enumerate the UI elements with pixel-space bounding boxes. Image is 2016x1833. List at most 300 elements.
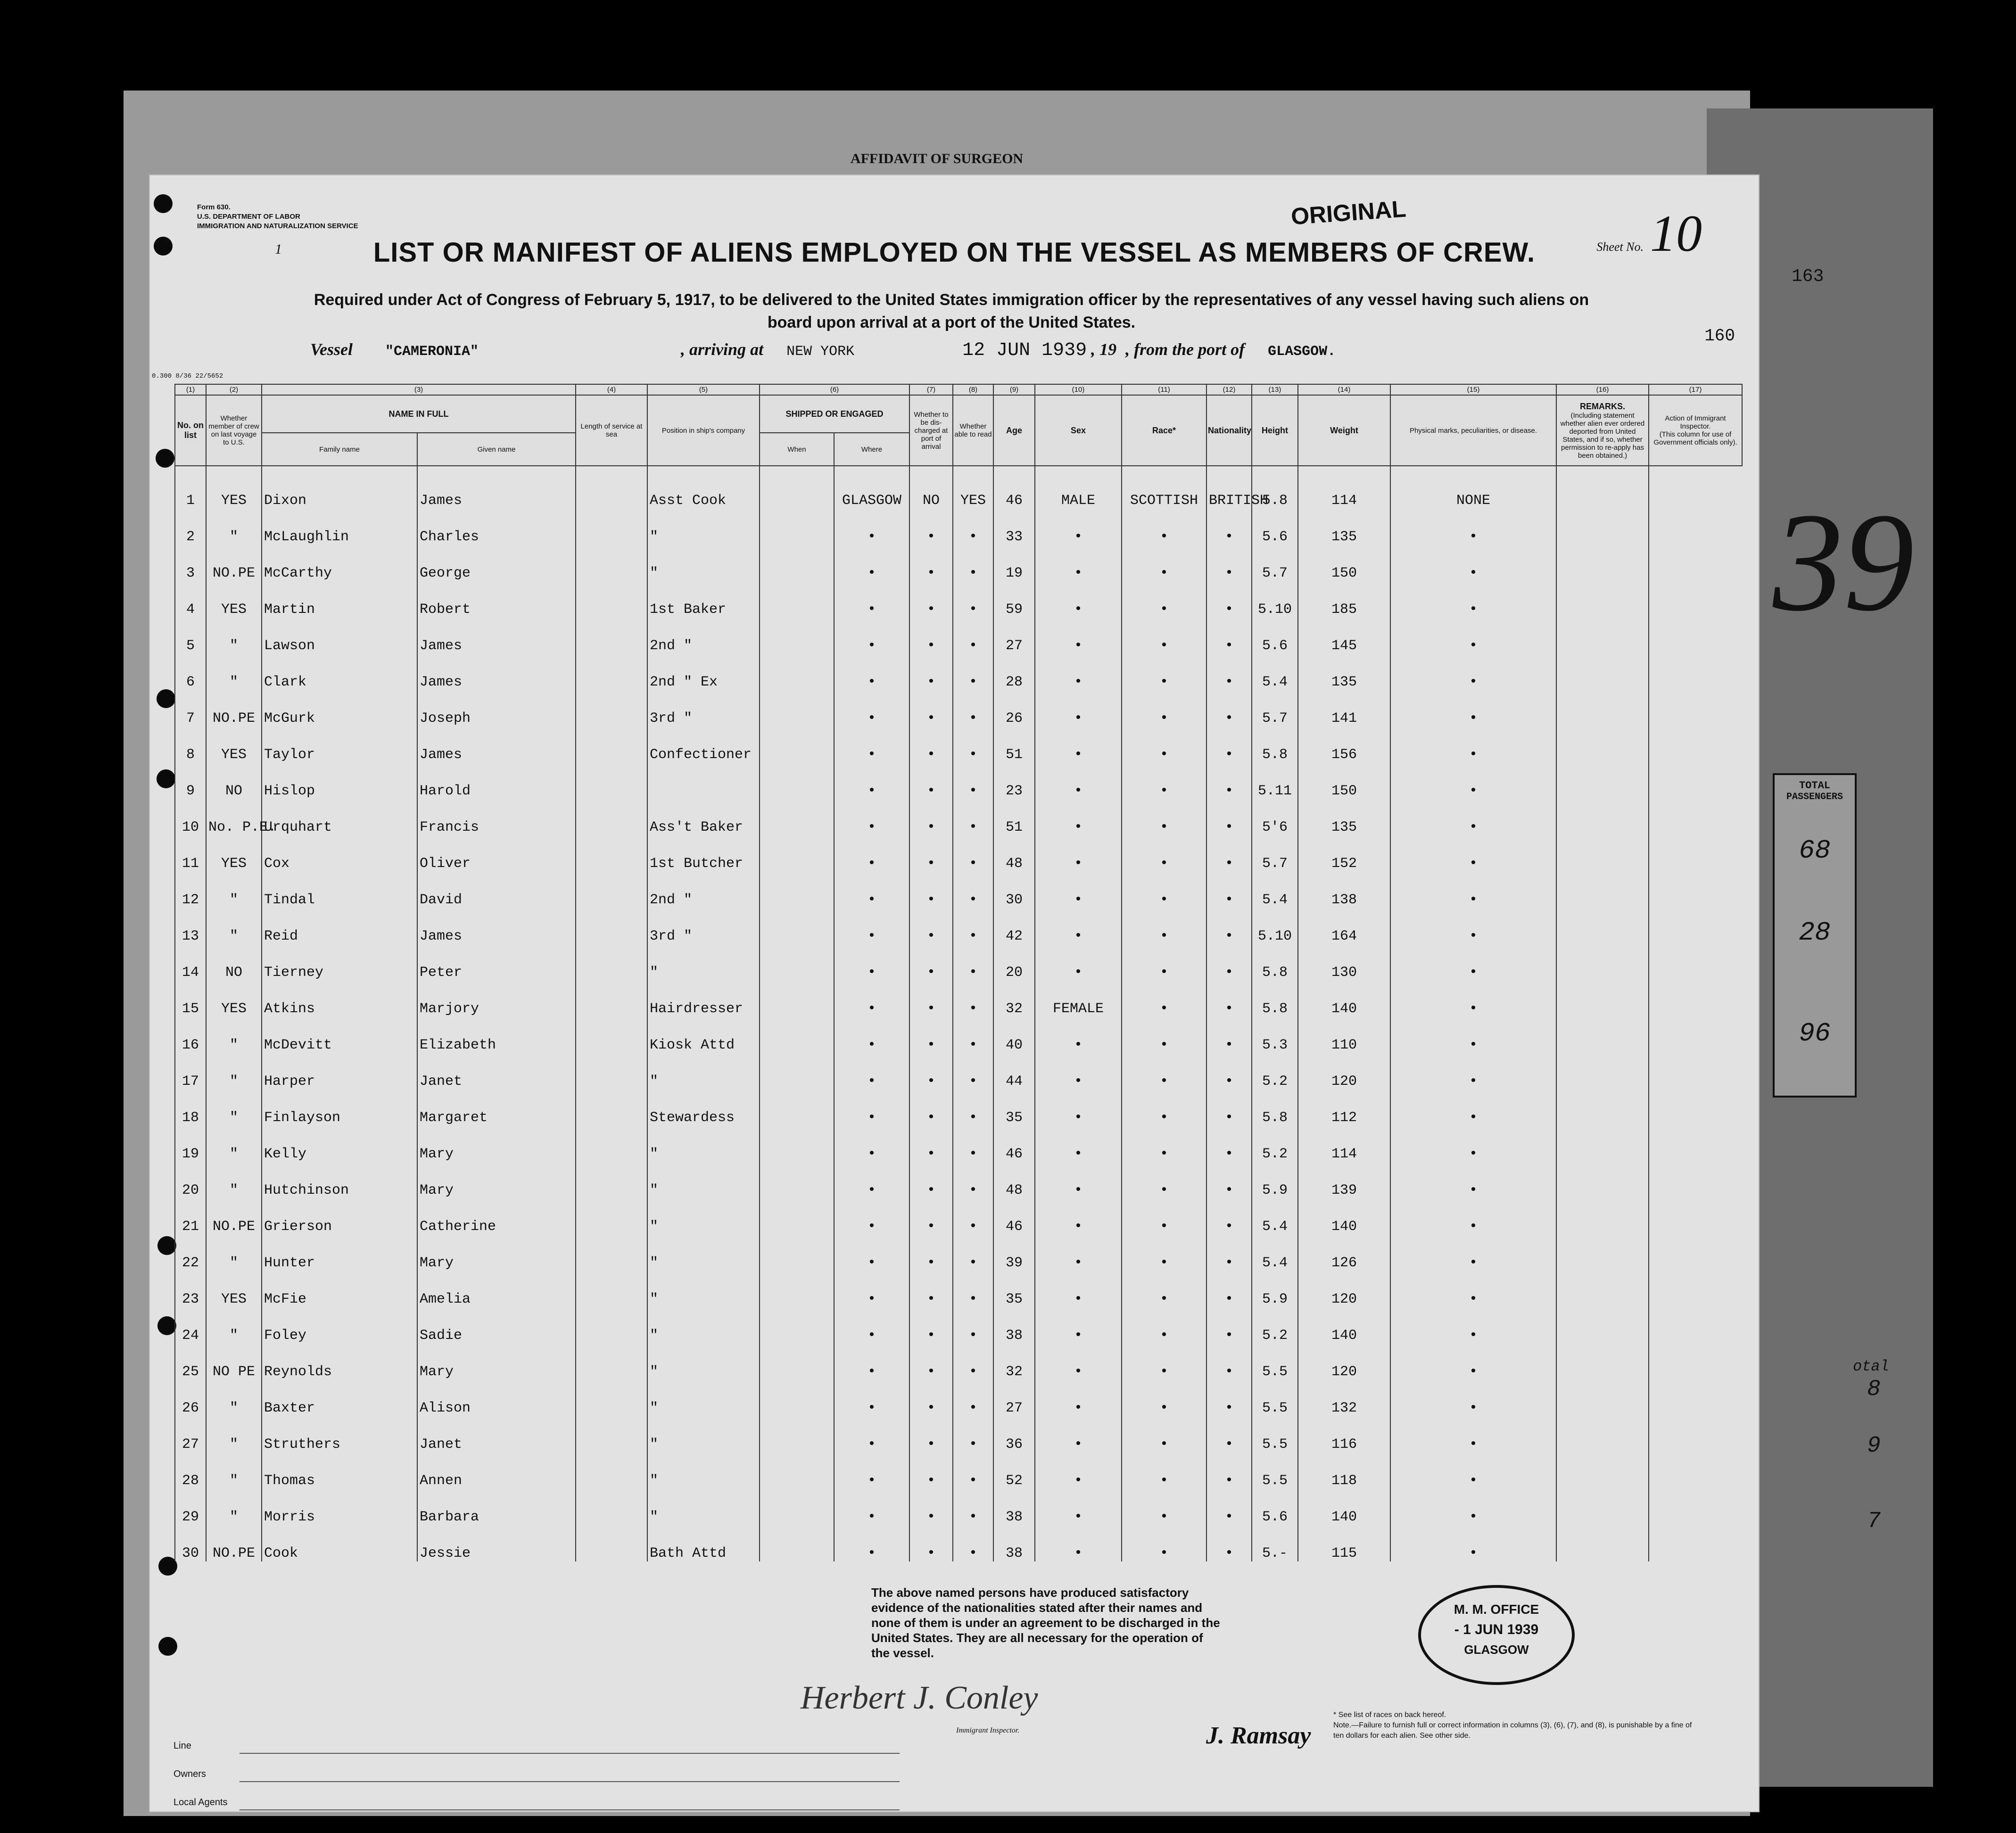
cell-read: • [953, 1162, 993, 1198]
cell-read: • [953, 618, 993, 654]
cell-read: • [953, 654, 993, 690]
cell-race: • [1122, 1307, 1206, 1344]
cell-w: 139 [1298, 1162, 1390, 1198]
cell-no: 17 [175, 1053, 206, 1090]
cell-where: • [834, 727, 909, 763]
cell-prev: YES [206, 1271, 262, 1307]
cell-h: 5.4 [1252, 1198, 1298, 1235]
cell-read: • [953, 1235, 993, 1271]
cell-empty [1556, 1162, 1649, 1198]
cell-nat: • [1206, 944, 1252, 981]
cell-nat: • [1206, 981, 1252, 1017]
cell-age: 38 [993, 1307, 1035, 1344]
cell-prev: " [206, 1162, 262, 1198]
col-num: (9) [993, 384, 1035, 395]
stamp-office: M. M. OFFICE [1454, 1602, 1539, 1617]
cell-family: Morris [262, 1489, 417, 1525]
cell-race: • [1122, 545, 1206, 581]
cell-empty [1556, 908, 1649, 944]
col-num: (2) [206, 384, 262, 395]
table-row [175, 1162, 1742, 1198]
cell-race: • [1122, 1271, 1206, 1307]
col-num: (5) [647, 384, 760, 395]
cell-no: 26 [175, 1380, 206, 1416]
cell-dis: • [909, 1525, 953, 1561]
cell-empty [1556, 799, 1649, 835]
binding-hole [157, 689, 175, 708]
cell-dis: • [909, 872, 953, 908]
binding-hole [156, 449, 174, 468]
form-mark: 1 [275, 241, 282, 257]
cell-dis: • [909, 1017, 953, 1053]
cell-nat: • [1206, 690, 1252, 727]
header-where: Where [834, 433, 909, 466]
cell-empty [760, 1307, 834, 1344]
cell-dis: • [909, 835, 953, 872]
cell-where: • [834, 944, 909, 981]
cell-age: 32 [993, 1344, 1035, 1380]
cell-empty [1556, 1489, 1649, 1525]
cell-read: • [953, 1489, 993, 1525]
cell-empty [760, 1126, 834, 1162]
cell-pos: Bath Attd [647, 1525, 760, 1561]
cell-h: 5.5 [1252, 1416, 1298, 1453]
cell-empty [576, 1453, 647, 1489]
remarks-note: (Including statement whether alien ever ordered deported from United States, and if so, whether permission to re-apply has been obtained.) [1560, 411, 1645, 460]
cell-pos: 3rd " [647, 690, 760, 727]
cell-age: 26 [993, 690, 1035, 727]
cell-dis: • [909, 545, 953, 581]
cell-phys: • [1390, 1380, 1556, 1416]
cell-race: • [1122, 654, 1206, 690]
cell-no: 22 [175, 1235, 206, 1271]
table-row [175, 466, 1742, 509]
table-row [175, 872, 1742, 908]
cell-dis: • [909, 1235, 953, 1271]
cell-dis: • [909, 1271, 953, 1307]
cell-nat: • [1206, 1344, 1252, 1380]
cell-dis: • [909, 908, 953, 944]
cell-empty [760, 581, 834, 618]
cell-empty [760, 872, 834, 908]
cell-age: 40 [993, 1017, 1035, 1053]
cell-nat: • [1206, 1380, 1252, 1416]
cell-w: 150 [1298, 763, 1390, 799]
cell-pos: " [647, 509, 760, 545]
cell-h: 5.7 [1252, 545, 1298, 581]
cell-given: James [417, 727, 576, 763]
cell-w: 135 [1298, 509, 1390, 545]
table-row [175, 509, 1742, 545]
cell-sex: MALE [1035, 466, 1122, 509]
form-block [197, 203, 358, 231]
cell-empty [576, 1053, 647, 1090]
cell-given: Oliver [417, 835, 576, 872]
cell-empty [576, 727, 647, 763]
cell-w: 140 [1298, 981, 1390, 1017]
cell-prev: YES [206, 727, 262, 763]
cell-race: • [1122, 872, 1206, 908]
cell-w: 140 [1298, 1198, 1390, 1235]
cell-w: 114 [1298, 1126, 1390, 1162]
cell-nat: BRITISH [1206, 466, 1252, 509]
mm-office-stamp [1418, 1585, 1575, 1685]
cell-phys: • [1390, 1053, 1556, 1090]
cell-given: Peter [417, 944, 576, 981]
header-height: Height [1252, 395, 1298, 466]
cell-given: Marjory [417, 981, 576, 1017]
table-row [175, 1525, 1742, 1561]
col-num: (6) [760, 384, 909, 395]
cell-no: 15 [175, 981, 206, 1017]
cell-age: 35 [993, 1271, 1035, 1307]
cell-given: Mary [417, 1162, 576, 1198]
page-subtitle: Required under Act of Congress of February 5, 1917, to be delivered to the United States immigration officer by the representatives of any vessel having such aliens on board upon arrival at a port of the United States. [314, 291, 1589, 331]
sheet-label: Sheet No. [1596, 240, 1644, 254]
cell-phys: • [1390, 727, 1556, 763]
cell-pos: " [647, 1235, 760, 1271]
cell-h: 5.11 [1252, 763, 1298, 799]
cell-sex: • [1035, 1489, 1122, 1525]
cell-given: Margaret [417, 1090, 576, 1126]
cell-w: 140 [1298, 1307, 1390, 1344]
side-lower-total: 7 [1867, 1509, 1881, 1534]
cell-phys: • [1390, 1017, 1556, 1053]
cell-dis: • [909, 799, 953, 835]
cell-h: 5.8 [1252, 466, 1298, 509]
cell-given: James [417, 908, 576, 944]
cell-dis: • [909, 944, 953, 981]
cell-race: • [1122, 763, 1206, 799]
owners-rule [240, 1781, 900, 1782]
cell-empty [1556, 1453, 1649, 1489]
cell-w: 114 [1298, 466, 1390, 509]
cell-age: 46 [993, 1126, 1035, 1162]
cell-dis: • [909, 1126, 953, 1162]
cell-empty [1556, 727, 1649, 763]
cell-where: • [834, 1344, 909, 1380]
cell-age: 35 [993, 1090, 1035, 1126]
cell-empty [1556, 981, 1649, 1017]
form-number: Form 630. [197, 203, 231, 211]
cell-prev: YES [206, 581, 262, 618]
cell-prev: YES [206, 466, 262, 509]
cell-h: 5.3 [1252, 1017, 1298, 1053]
cell-where: • [834, 1126, 909, 1162]
cell-race: • [1122, 690, 1206, 727]
cell-family: McDevitt [262, 1017, 417, 1053]
cell-pos: " [647, 1053, 760, 1090]
cell-empty [760, 727, 834, 763]
cell-age: 23 [993, 763, 1035, 799]
side-lower-total-label: otal [1853, 1358, 1889, 1375]
cell-race: • [1122, 618, 1206, 654]
cell-read: • [953, 1525, 993, 1561]
header-member-before: Whether member of crew on last voyage to U.S. [206, 395, 262, 466]
cell-race: • [1122, 1344, 1206, 1380]
cell-family: Reid [262, 908, 417, 944]
cell-given: Annen [417, 1453, 576, 1489]
cell-sex: FEMALE [1035, 981, 1122, 1017]
cell-dis: • [909, 690, 953, 727]
cell-read: • [953, 545, 993, 581]
cell-age: 33 [993, 509, 1035, 545]
cell-empty [760, 1525, 834, 1561]
cell-family: Thomas [262, 1453, 417, 1489]
cell-no: 8 [175, 727, 206, 763]
cell-h: 5.7 [1252, 835, 1298, 872]
cell-h: 5.8 [1252, 944, 1298, 981]
cell-sex: • [1035, 727, 1122, 763]
cell-empty [1556, 618, 1649, 654]
cell-dis: • [909, 618, 953, 654]
header-nationality: Nationality [1206, 395, 1252, 466]
cell-phys: • [1390, 1416, 1556, 1453]
nationality-statement: The above named persons have produced satisfactory evidence of the nationalities stated after their names and none of them is under an agreement to be discharged in the United States. They are all necessary for the operation of the vessel. [871, 1585, 1220, 1660]
cell-nat: • [1206, 763, 1252, 799]
cell-dis: • [909, 1307, 953, 1344]
cell-race: SCOTTISH [1122, 466, 1206, 509]
cell-where: • [834, 799, 909, 835]
cell-where: • [834, 1162, 909, 1198]
cell-prev: " [206, 1235, 262, 1271]
col-num: (1) [175, 384, 206, 395]
cell-given: Amelia [417, 1271, 576, 1307]
cell-given: Mary [417, 1235, 576, 1271]
cell-w: 115 [1298, 1525, 1390, 1561]
cell-no: 30 [175, 1525, 206, 1561]
cell-pos: 1st Butcher [647, 835, 760, 872]
cell-prev: " [206, 1416, 262, 1453]
header-name-in-full: NAME IN FULL [262, 395, 576, 433]
cell-prev: " [206, 1489, 262, 1525]
cell-w: 185 [1298, 581, 1390, 618]
cell-no: 18 [175, 1090, 206, 1126]
cell-family: Baxter [262, 1380, 417, 1416]
cell-h: 5.8 [1252, 981, 1298, 1017]
cell-given: George [417, 545, 576, 581]
cell-family: Lawson [262, 618, 417, 654]
cell-sex: • [1035, 799, 1122, 835]
cell-empty [1556, 1235, 1649, 1271]
table-row [175, 1380, 1742, 1416]
cell-sex: • [1035, 1126, 1122, 1162]
cell-nat: • [1206, 509, 1252, 545]
cell-where: • [834, 1090, 909, 1126]
from-port: GLASGOW. [1268, 344, 1336, 360]
col-num: (13) [1252, 384, 1298, 395]
cell-sex: • [1035, 1525, 1122, 1561]
cell-given: Charles [417, 509, 576, 545]
cell-nat: • [1206, 908, 1252, 944]
cell-phys: • [1390, 545, 1556, 581]
cell-race: • [1122, 1162, 1206, 1198]
cell-no: 4 [175, 581, 206, 618]
cell-sex: • [1035, 581, 1122, 618]
header-when: When [760, 433, 834, 466]
cell-w: 141 [1298, 690, 1390, 727]
cell-no: 20 [175, 1162, 206, 1198]
cell-w: 126 [1298, 1235, 1390, 1271]
cell-prev: YES [206, 981, 262, 1017]
cell-empty [760, 908, 834, 944]
cell-prev: " [206, 1017, 262, 1053]
cell-age: 42 [993, 908, 1035, 944]
cell-race: • [1122, 1198, 1206, 1235]
cell-pos: 2nd " [647, 618, 760, 654]
line-label: Line [174, 1741, 191, 1751]
cell-empty [1556, 1017, 1649, 1053]
cell-empty [576, 509, 647, 545]
table-row [175, 1235, 1742, 1271]
cell-nat: • [1206, 872, 1252, 908]
cell-prev: " [206, 872, 262, 908]
cell-family: McGurk [262, 690, 417, 727]
cell-race: • [1122, 1489, 1206, 1525]
cell-empty [1556, 1344, 1649, 1380]
cell-family: Finlayson [262, 1090, 417, 1126]
binding-hole [157, 769, 175, 788]
cell-read: • [953, 944, 993, 981]
cell-nat: • [1206, 545, 1252, 581]
cell-race: • [1122, 1416, 1206, 1453]
cell-sex: • [1035, 1271, 1122, 1307]
cell-empty [760, 981, 834, 1017]
year-label: , 19 [1091, 340, 1117, 359]
cell-nat: • [1206, 1090, 1252, 1126]
cell-read: • [953, 1090, 993, 1126]
cell-age: 46 [993, 466, 1035, 509]
cell-empty [760, 545, 834, 581]
cell-read: • [953, 763, 993, 799]
cell-age: 30 [993, 872, 1035, 908]
cell-empty [760, 1344, 834, 1380]
cell-pos: " [647, 1416, 760, 1453]
cell-given: David [417, 872, 576, 908]
cell-no: 1 [175, 466, 206, 509]
cell-empty [1556, 1053, 1649, 1090]
cell-phys: • [1390, 1090, 1556, 1126]
cell-nat: • [1206, 1053, 1252, 1090]
cell-sex: • [1035, 545, 1122, 581]
cell-given: Joseph [417, 690, 576, 727]
cell-no: 29 [175, 1489, 206, 1525]
cell-empty [1556, 545, 1649, 581]
cell-where: • [834, 581, 909, 618]
cell-h: 5.- [1252, 1525, 1298, 1561]
cell-w: 138 [1298, 872, 1390, 908]
header-physical: Physical marks, peculiarities, or disease. [1390, 395, 1556, 466]
cell-family: Grierson [262, 1198, 417, 1235]
cell-age: 48 [993, 1162, 1035, 1198]
cell-no: 27 [175, 1416, 206, 1453]
cell-family: Foley [262, 1307, 417, 1344]
cell-given: Barbara [417, 1489, 576, 1525]
cell-family: Clark [262, 654, 417, 690]
header-family-name: Family name [262, 433, 417, 466]
cell-phys: • [1390, 1162, 1556, 1198]
cell-pos: Kiosk Attd [647, 1017, 760, 1053]
cell-phys: • [1390, 509, 1556, 545]
cell-sex: • [1035, 1307, 1122, 1344]
cell-race: • [1122, 799, 1206, 835]
cell-empty [576, 1344, 647, 1380]
cell-age: 32 [993, 981, 1035, 1017]
col-num: (15) [1390, 384, 1556, 395]
cell-where: • [834, 1453, 909, 1489]
cell-w: 120 [1298, 1344, 1390, 1380]
cell-empty [1556, 1271, 1649, 1307]
table-row [175, 727, 1742, 763]
cell-nat: • [1206, 1453, 1252, 1489]
form-code: 0.300 8/36 22/5652 [152, 372, 223, 380]
col-num: (12) [1206, 384, 1252, 395]
cell-given: Sadie [417, 1307, 576, 1344]
cell-pos: " [647, 1198, 760, 1235]
inspector-label: Immigrant Inspector. [956, 1726, 1020, 1734]
cell-phys: • [1390, 1453, 1556, 1489]
header-remarks [1556, 395, 1649, 466]
cell-h: 5.6 [1252, 509, 1298, 545]
arrival-date: 12 JUN 1939 [962, 340, 1087, 361]
cell-phys: • [1390, 981, 1556, 1017]
cell-empty [576, 1525, 647, 1561]
cell-race: • [1122, 727, 1206, 763]
cell-pos: " [647, 1344, 760, 1380]
cell-pos: 3rd " [647, 908, 760, 944]
side-passengers-label: PASSENGERS [1786, 792, 1843, 802]
cell-where: • [834, 763, 909, 799]
cell-no: 10 [175, 799, 206, 835]
cell-given: Mary [417, 1344, 576, 1380]
cell-race: • [1122, 908, 1206, 944]
cell-dis: • [909, 1162, 953, 1198]
cell-age: 28 [993, 654, 1035, 690]
cell-race: • [1122, 1017, 1206, 1053]
cell-sex: • [1035, 1416, 1122, 1453]
cell-given: James [417, 654, 576, 690]
cell-where: • [834, 690, 909, 727]
cell-sex: • [1035, 1198, 1122, 1235]
cell-nat: • [1206, 727, 1252, 763]
inspector-signature: Herbert J. Conley [801, 1680, 1038, 1716]
cell-race: • [1122, 1053, 1206, 1090]
cell-no: 9 [175, 763, 206, 799]
cell-read: • [953, 799, 993, 835]
cell-sex: • [1035, 872, 1122, 908]
cell-given: Alison [417, 1380, 576, 1416]
stamp-city: GLASGOW [1464, 1643, 1529, 1657]
cell-where: • [834, 872, 909, 908]
cell-w: 164 [1298, 908, 1390, 944]
cell-where: • [834, 908, 909, 944]
cell-age: 19 [993, 545, 1035, 581]
cell-race: • [1122, 1126, 1206, 1162]
cell-phys: • [1390, 1489, 1556, 1525]
footer-note [1333, 1710, 1701, 1741]
table-row [175, 1271, 1742, 1307]
cell-family: Cox [262, 835, 417, 872]
cell-phys: • [1390, 1235, 1556, 1271]
cell-family: Hislop [262, 763, 417, 799]
table-row [175, 690, 1742, 727]
cell-where: • [834, 1380, 909, 1416]
cell-dis: • [909, 1453, 953, 1489]
side-number: 163 [1792, 266, 1824, 287]
header-race: Race* [1122, 395, 1206, 466]
cell-prev: NO.PE [206, 1525, 262, 1561]
races-note: * See list of races on back hereof. [1333, 1711, 1446, 1719]
